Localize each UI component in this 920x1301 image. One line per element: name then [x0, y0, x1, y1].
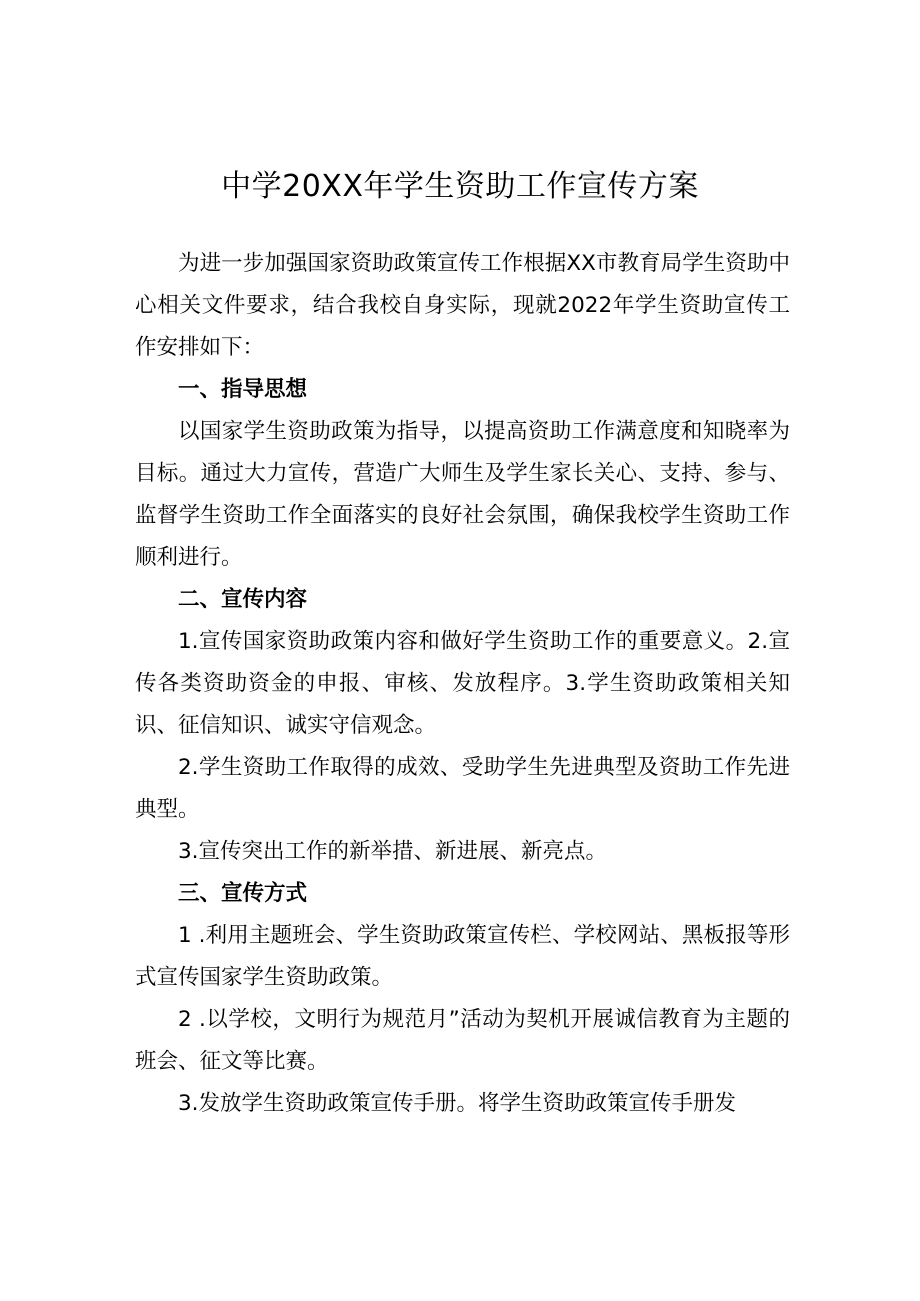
document-body [135, 243, 790, 1125]
section-heading-publicity-methods: 三、宣传方式 [178, 881, 308, 906]
section-paragraph: 3.发放学生资助政策宣传手册。将学生资助政策宣传手册发 [178, 1091, 737, 1116]
section-paragraph: 1 .利用主题班会、学生资助政策宣传栏、学校网站、黑板报等形式宣传国家学生资助政策。 [135, 923, 790, 990]
section-paragraph: 2.学生资助工作取得的成效、受助学生先进典型及资助工作先进典型。 [135, 755, 790, 822]
intro-paragraph: 为进一步加强国家资助政策宣传工作根据XX市教育局学生资助中心相关文件要求，结合我校自身实际，现就2022年学生资助宣传工作安排如下： [135, 251, 790, 360]
section-paragraph: 3.宣传突出工作的新举措、新进展、新亮点。 [178, 839, 608, 864]
section-heading-publicity-content: 二、宣传内容 [178, 587, 308, 612]
document-title: 中学20XX年学生资助工作宣传方案 [221, 169, 699, 204]
section-paragraph: 2 .以学校，文明行为规范月”活动为契机开展诚信教育为主题的班会、征文等比赛。 [135, 1007, 790, 1074]
section-paragraph: 以国家学生资助政策为指导，以提高资助工作满意度和知晓率为目标。通过大力宣传，营造广大师生及学生家长关心、支持、参与、监督学生资助工作全面落实的良好社会氛围，确保我校学生资助工作顺利进行。 [135, 419, 790, 570]
section-heading-guiding-ideology: 一、指导思想 [178, 377, 308, 402]
section-paragraph: 1.宣传国家资助政策内容和做好学生资助工作的重要意义。2.宣传各类资助资金的申报、审核、发放程序。3.学生资助政策相关知识、征信知识、诚实守信观念。 [135, 629, 790, 738]
